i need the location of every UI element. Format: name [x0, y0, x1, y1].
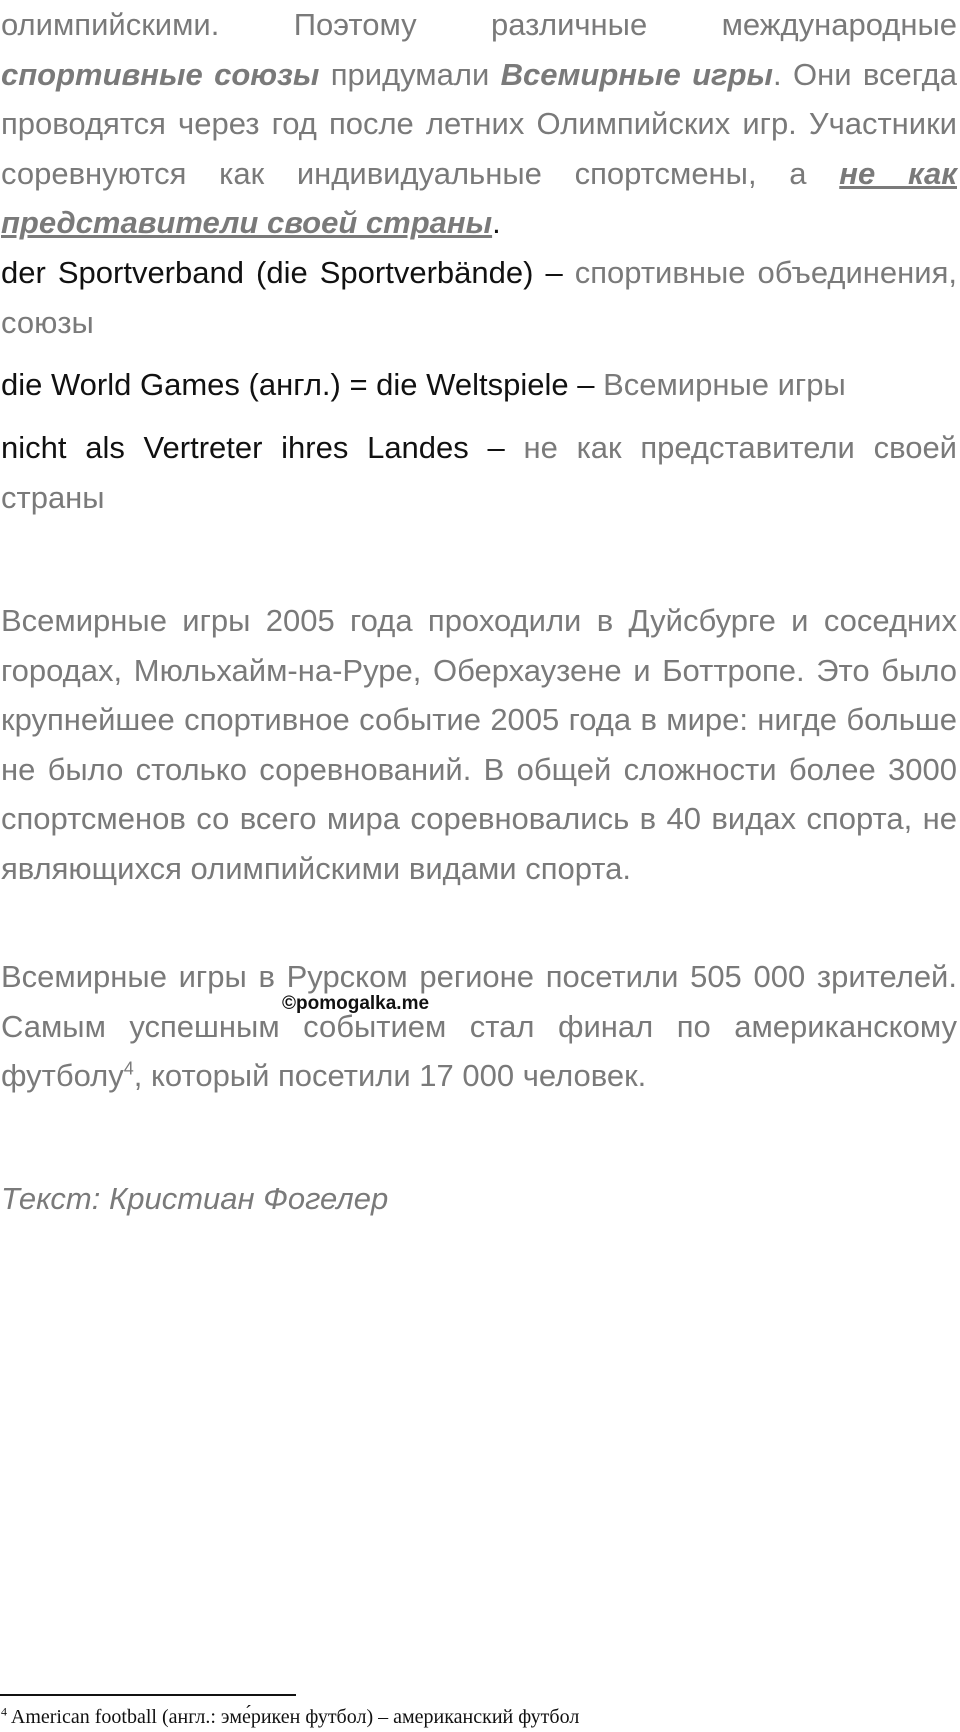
- vocab-entry-sportverband: [1, 248, 957, 347]
- paragraph-1-text-d: .: [492, 205, 501, 240]
- footnote-divider: [0, 1694, 296, 1696]
- vocab-term: die World Games (англ.) = die Weltspiele –: [1, 367, 604, 402]
- highlight-world-games: Всемирные игры: [500, 56, 773, 92]
- vocab-term: der Sportverband (die Sportverbände) –: [1, 255, 575, 290]
- highlight-sport-unions: спортивные союзы: [1, 56, 320, 92]
- paragraph-2: Всемирные игры 2005 года проходили в Дуйсбурге и соседних городах, Мюльхайм-на-Руре, Оберхаузене и Боттропе. Это было крупнейшее спортивное событие 2005 года в мире: нигде больше не было столько соревнований. В общей сложности более 3000 спортсменов со всего мира соревновались в 40 видах спорта, не являющихся олимпийскими видами спорта.: [1, 603, 957, 886]
- footnote: [1, 1705, 579, 1729]
- watermark: ©pomogalka.me: [282, 993, 430, 1014]
- paragraph-1-text-a: олимпийскими. Поэтому различные международные: [1, 7, 957, 42]
- paragraph-1-text-c: . Они всегда проводятся через год после летних Олимпийских игр. Участники соревнуются как индивидуальные спортсмены, а: [1, 56, 957, 191]
- vocab-term: nicht als Vertreter ihres Landes –: [1, 430, 524, 465]
- paragraph-1: [1, 0, 957, 248]
- paragraph-3-text-b: , который посетили 17 000 человек.: [133, 1058, 647, 1093]
- highlight-not-representatives: не как представители своей страны: [1, 155, 957, 240]
- paragraph-3-text-a: Всемирные игры в Рурском регионе посетили 505 000 зрителей. Самым успешным событием стал финал по американскому футболу: [1, 959, 957, 1093]
- paragraph-1-text-b: придумали: [319, 56, 501, 92]
- footnote-reference: 4: [123, 1058, 134, 1079]
- author-credit: Текст: Кристиан Фогелер: [1, 1181, 389, 1216]
- vocab-translation: не как представители своей страны: [1, 430, 957, 515]
- vocab-translation: Всемирные игры: [603, 367, 846, 402]
- paragraph-3: [1, 952, 957, 1101]
- footnote-text: American football (англ.: эме́рикен футбол) – американский футбол: [7, 1706, 580, 1728]
- vocab-translation: спортивные объединения, союзы: [1, 255, 958, 340]
- vocab-entry-vertreter: [1, 423, 957, 522]
- vocab-entry-world-games: [1, 360, 957, 410]
- footnote-marker: 4: [1, 1704, 7, 1719]
